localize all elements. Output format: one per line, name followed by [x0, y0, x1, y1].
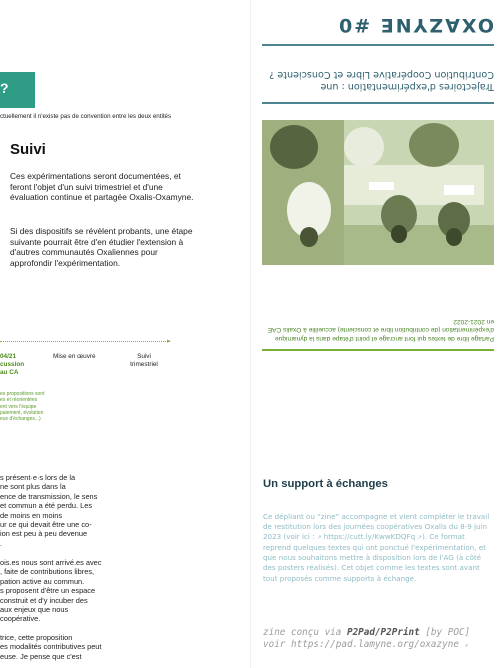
timeline-arrow-icon: ▸	[167, 338, 171, 345]
upside-down-cover	[262, 0, 494, 360]
timeline-step-1: 04/21 cussion au CA	[0, 353, 25, 376]
timeline-line	[0, 341, 170, 342]
body-paragraph-2: ois.es nous sont arrivé.es avec , faite de contributions libres, pation active au commun. s proposent d'être un espace construit et d'y incuber des aux enjeux que nous coopérative.	[0, 558, 102, 624]
support-intro-part-1: Ce dépliant ou “zine” accompagne et vient compléter le travail de restitution lors des journées coopératives Oxalis du 8-9 juin 2023 (voir ici :	[263, 512, 490, 542]
left-panel	[0, 0, 250, 668]
body-paragraph-1: s présent·e·s lors de la ne sont plus dans la ence de transmission, le sens et commun a été perdu. Les de moins en moins ur ce qui devait être une co- ion est peu à peu devenue .	[0, 473, 98, 548]
cover-title-rule	[262, 102, 494, 104]
support-intro	[263, 512, 491, 584]
cover-title: Trajectoires d'expérimentation : une Contribution Coopérative Libre et Consciente ?	[269, 69, 494, 92]
support-link[interactable]: https://cutt.ly/KwwKDQFq	[323, 532, 416, 542]
support-heading: Un support à échanges	[263, 478, 388, 490]
timeline-step-1-note: es propositions sont es et réorientées ent vers l'équipe paiement, évolution eux d'échanges...)	[0, 391, 45, 423]
external-link-icon: ↗	[464, 642, 469, 650]
credit-suffix: [by POC] voir	[263, 627, 471, 651]
cover-brand-rule	[262, 44, 494, 46]
cover-description: Partage libre de textes qui font ancrage et point d'étape dans la dynamique d'expérimentation (de contribution libre et consciente) accueillie à Oxalis CAE en 2021-2022	[267, 318, 494, 342]
external-link-icon: ↗	[417, 535, 422, 542]
support-intro-part-2: ). Ce format reprend quelques textes qui ont ponctué l'expérimentation, et que nous souhaitons mettre à disposition lors de l'AG (à côté des posters réalisés). Cet objet comme les textes sont avant tout proposés comme supports à échange.	[263, 532, 486, 583]
zine-credit	[263, 627, 493, 653]
teal-marker	[0, 72, 35, 108]
credit-tool: P2Pad/P2Print	[346, 627, 420, 638]
body-paragraph-3: trice, cette proposition es modalités contributives peut euse. Je pense que c'est	[0, 633, 102, 661]
timeline-step-3: Suivi trimestriel	[130, 353, 158, 368]
credit-url[interactable]: https://pad.lamyne.org/oxazyne	[291, 639, 459, 651]
group-photo	[262, 120, 494, 265]
cover-top-rule	[262, 349, 494, 351]
suivi-heading: Suivi	[10, 141, 46, 158]
cover-brand: OXAZYNE #0	[337, 14, 494, 36]
page-fold-divider	[250, 0, 251, 668]
convention-note: ctuellement il n'existe pas de convention entre les deux entités	[0, 113, 172, 120]
suivi-paragraph-2: Si des dispositifs se révèlent probants, une étape suivante pourrait être d'en étudier l'extension à d'autres communautés Oxaliennes pour approfondir l'expérimentation.	[10, 226, 193, 268]
teal-marker-glyph: ?	[0, 80, 9, 96]
suivi-paragraph-1: Ces expérimentations seront documentées, et feront l'objet d'un suivi trimestriel et d'une évaluation continue et partagée Oxalis-Oxamyne.	[10, 171, 194, 203]
group-photo-illustration	[262, 120, 494, 265]
credit-prefix: zine conçu via	[263, 627, 347, 638]
timeline-step-2: Mise en œuvre	[53, 353, 96, 360]
external-link-icon: ↗	[316, 535, 322, 542]
